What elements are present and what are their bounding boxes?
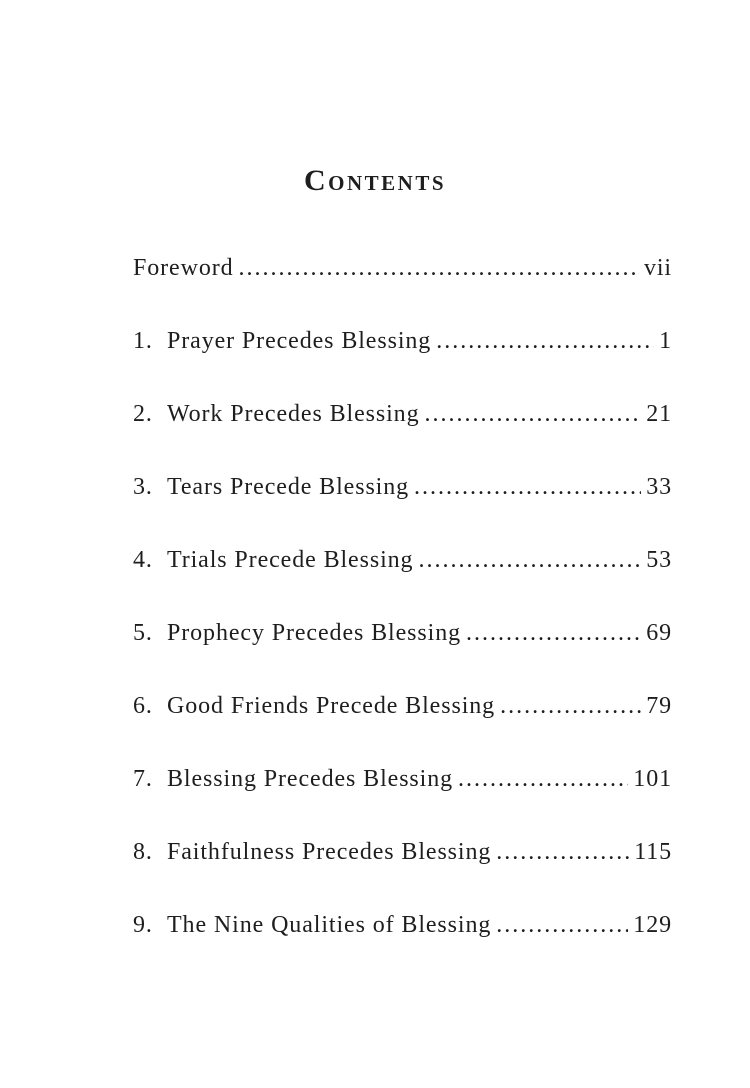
toc-entry-chapter-7	[133, 761, 672, 834]
page-title: Contents	[303, 164, 447, 198]
dot-leader	[418, 542, 641, 578]
toc-chapter-number: 6.	[133, 693, 153, 719]
dot-leader	[425, 396, 642, 432]
toc-page-number: 79	[646, 693, 672, 719]
toc-entry-chapter-1	[133, 323, 672, 396]
toc-entry-chapter-8	[133, 834, 672, 907]
toc-page-number: 1	[659, 328, 672, 354]
toc-entry-label: Tears Precede Blessing	[167, 474, 410, 500]
dot-leader	[458, 761, 628, 797]
toc-entry-foreword	[133, 250, 672, 323]
toc-page-number: 33	[646, 474, 672, 500]
toc-page-number: 101	[633, 766, 672, 792]
toc-chapter-number: 7.	[133, 766, 153, 792]
toc-entry-label: Faithfulness Precedes Blessing	[167, 839, 492, 865]
toc-entry-chapter-4	[133, 542, 672, 615]
toc-chapter-number: 9.	[133, 912, 153, 938]
toc-entry-label: The Nine Qualities of Blessing	[167, 912, 492, 938]
toc-entry-label: Blessing Precedes Blessing	[167, 766, 454, 792]
dot-leader	[436, 323, 654, 359]
toc-entry-chapter-9	[133, 907, 672, 980]
toc-entry-label: Good Friends Precede Blessing	[167, 693, 496, 719]
table-of-contents	[133, 250, 672, 980]
toc-chapter-number: 5.	[133, 620, 153, 646]
toc-page-number: 115	[634, 839, 672, 865]
dot-leader	[496, 834, 629, 870]
toc-entry-label: Foreword	[133, 255, 234, 281]
toc-entry-label: Prophecy Precedes Blessing	[167, 620, 462, 646]
toc-page-number: 53	[646, 547, 672, 573]
toc-entry-label: Prayer Precedes Blessing	[167, 328, 432, 354]
dot-leader	[466, 615, 641, 651]
dot-leader	[500, 688, 641, 724]
toc-entry-chapter-5	[133, 615, 672, 688]
toc-entry-label: Trials Precede Blessing	[167, 547, 414, 573]
toc-entry-chapter-6	[133, 688, 672, 761]
toc-entry-chapter-2	[133, 396, 672, 469]
toc-chapter-number: 2.	[133, 401, 153, 427]
dot-leader	[239, 250, 639, 286]
dot-leader	[496, 907, 628, 943]
toc-chapter-number: 3.	[133, 474, 153, 500]
toc-chapter-number: 8.	[133, 839, 153, 865]
toc-page-number: 129	[633, 912, 672, 938]
dot-leader	[414, 469, 641, 505]
toc-chapter-number: 1.	[133, 328, 153, 354]
toc-page-number: vii	[643, 255, 672, 281]
toc-chapter-number: 4.	[133, 547, 153, 573]
toc-entry-label: Work Precedes Blessing	[167, 401, 420, 427]
toc-page-number: 21	[646, 401, 672, 427]
toc-page-number: 69	[646, 620, 672, 646]
toc-entry-chapter-3	[133, 469, 672, 542]
